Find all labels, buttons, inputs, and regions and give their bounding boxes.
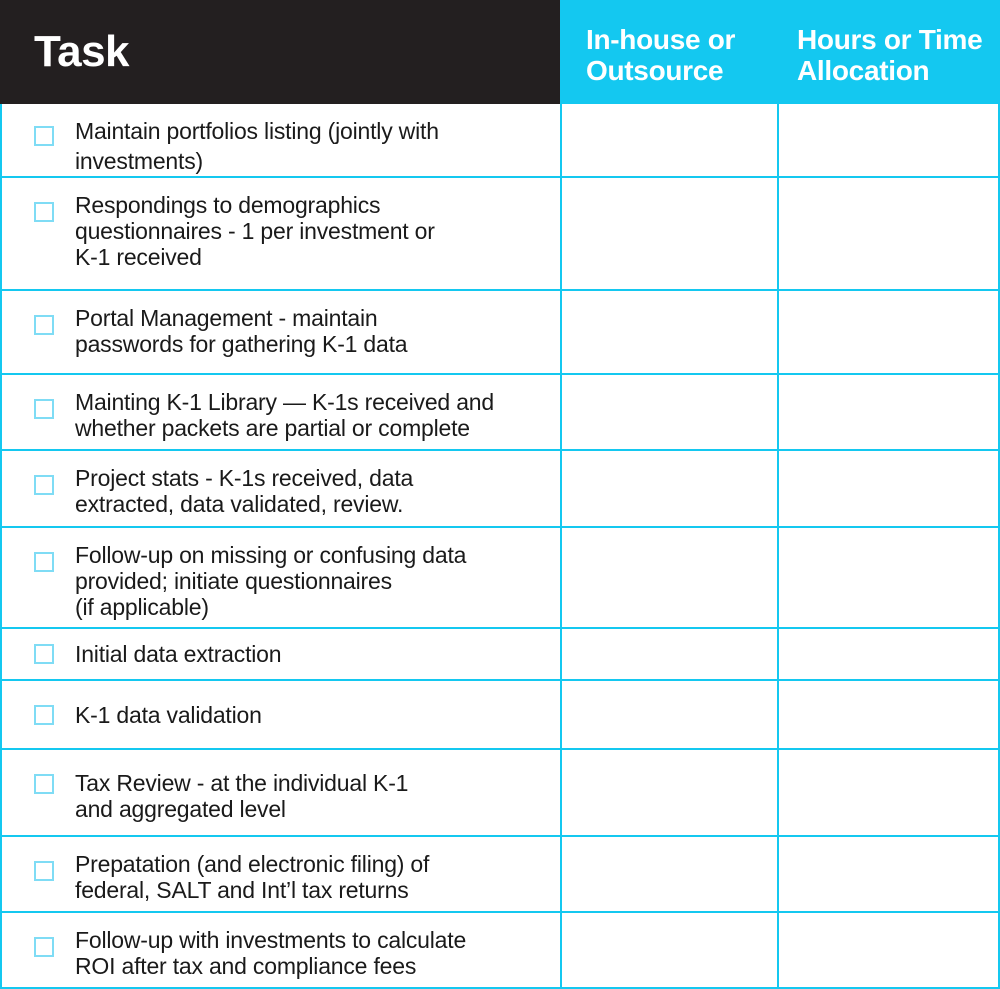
header-task: Task [0,0,560,104]
in-house-or-outsource-field[interactable] [560,178,777,291]
task-label: Portal Management - maintain passwords for gathering K-1 data [75,305,408,357]
task-row-cell [0,451,560,528]
hours-or-time-field[interactable] [777,291,1000,375]
hours-or-time-field[interactable] [777,913,1000,989]
task-row-cell [0,528,560,629]
task-row-cell [0,178,560,291]
task-checkbox[interactable] [34,937,54,957]
task-checkbox[interactable] [34,475,54,495]
task-checkbox[interactable] [34,774,54,794]
task-label: K-1 data validation [75,701,262,728]
in-house-or-outsource-field[interactable] [560,913,777,989]
task-checkbox[interactable] [34,552,54,572]
task-checkbox[interactable] [34,126,54,146]
task-row-cell [0,104,560,178]
task-label: Tax Review - at the individual K-1 and aggregated level [75,770,409,822]
hours-or-time-field[interactable] [777,178,1000,291]
task-row-cell [0,629,560,681]
task-row-cell [0,837,560,913]
task-checkbox[interactable] [34,202,54,222]
hours-or-time-field[interactable] [777,629,1000,681]
hours-or-time-field[interactable] [777,837,1000,913]
header-in-house-or-outsource: In-house or Outsource [560,0,777,104]
hours-or-time-field[interactable] [777,451,1000,528]
task-label: Maintain portfolios listing (jointly with investments) [75,118,439,174]
task-label: Follow-up on missing or confusing data provided; initiate questionnaires (if applicable) [75,542,467,620]
hours-or-time-field[interactable] [777,750,1000,837]
task-checkbox[interactable] [34,705,54,725]
in-house-or-outsource-field[interactable] [560,528,777,629]
in-house-or-outsource-field[interactable] [560,750,777,837]
task-label: Mainting K-1 Library — K-1s received and whether packets are partial or complete [75,389,494,441]
task-label: Initial data extraction [75,641,282,667]
in-house-or-outsource-field[interactable] [560,629,777,681]
hours-or-time-field[interactable] [777,375,1000,451]
task-checkbox[interactable] [34,399,54,419]
task-label: Prepatation (and electronic filing) of federal, SALT and Int’l tax returns [75,851,430,903]
in-house-or-outsource-field[interactable] [560,375,777,451]
task-row-cell [0,375,560,451]
task-row-cell [0,913,560,989]
in-house-or-outsource-field[interactable] [560,681,777,750]
task-row-cell [0,750,560,837]
task-checkbox[interactable] [34,644,54,664]
task-label: Follow-up with investments to calculate ROI after tax and compliance fees [75,927,467,979]
hours-or-time-field[interactable] [777,104,1000,178]
in-house-or-outsource-field[interactable] [560,291,777,375]
task-label: Project stats - K-1s received, data extracted, data validated, review. [75,465,414,517]
hours-or-time-field[interactable] [777,681,1000,750]
in-house-or-outsource-field[interactable] [560,451,777,528]
task-checkbox[interactable] [34,861,54,881]
hours-or-time-field[interactable] [777,528,1000,629]
task-row-cell [0,681,560,750]
header-hours-or-time-allocation: Hours or Time Allocation [777,0,1000,104]
in-house-or-outsource-field[interactable] [560,837,777,913]
task-row-cell [0,291,560,375]
task-checkbox[interactable] [34,315,54,335]
in-house-or-outsource-field[interactable] [560,104,777,178]
task-label: Respondings to demographics questionnaires - 1 per investment or K-1 received [75,192,435,270]
